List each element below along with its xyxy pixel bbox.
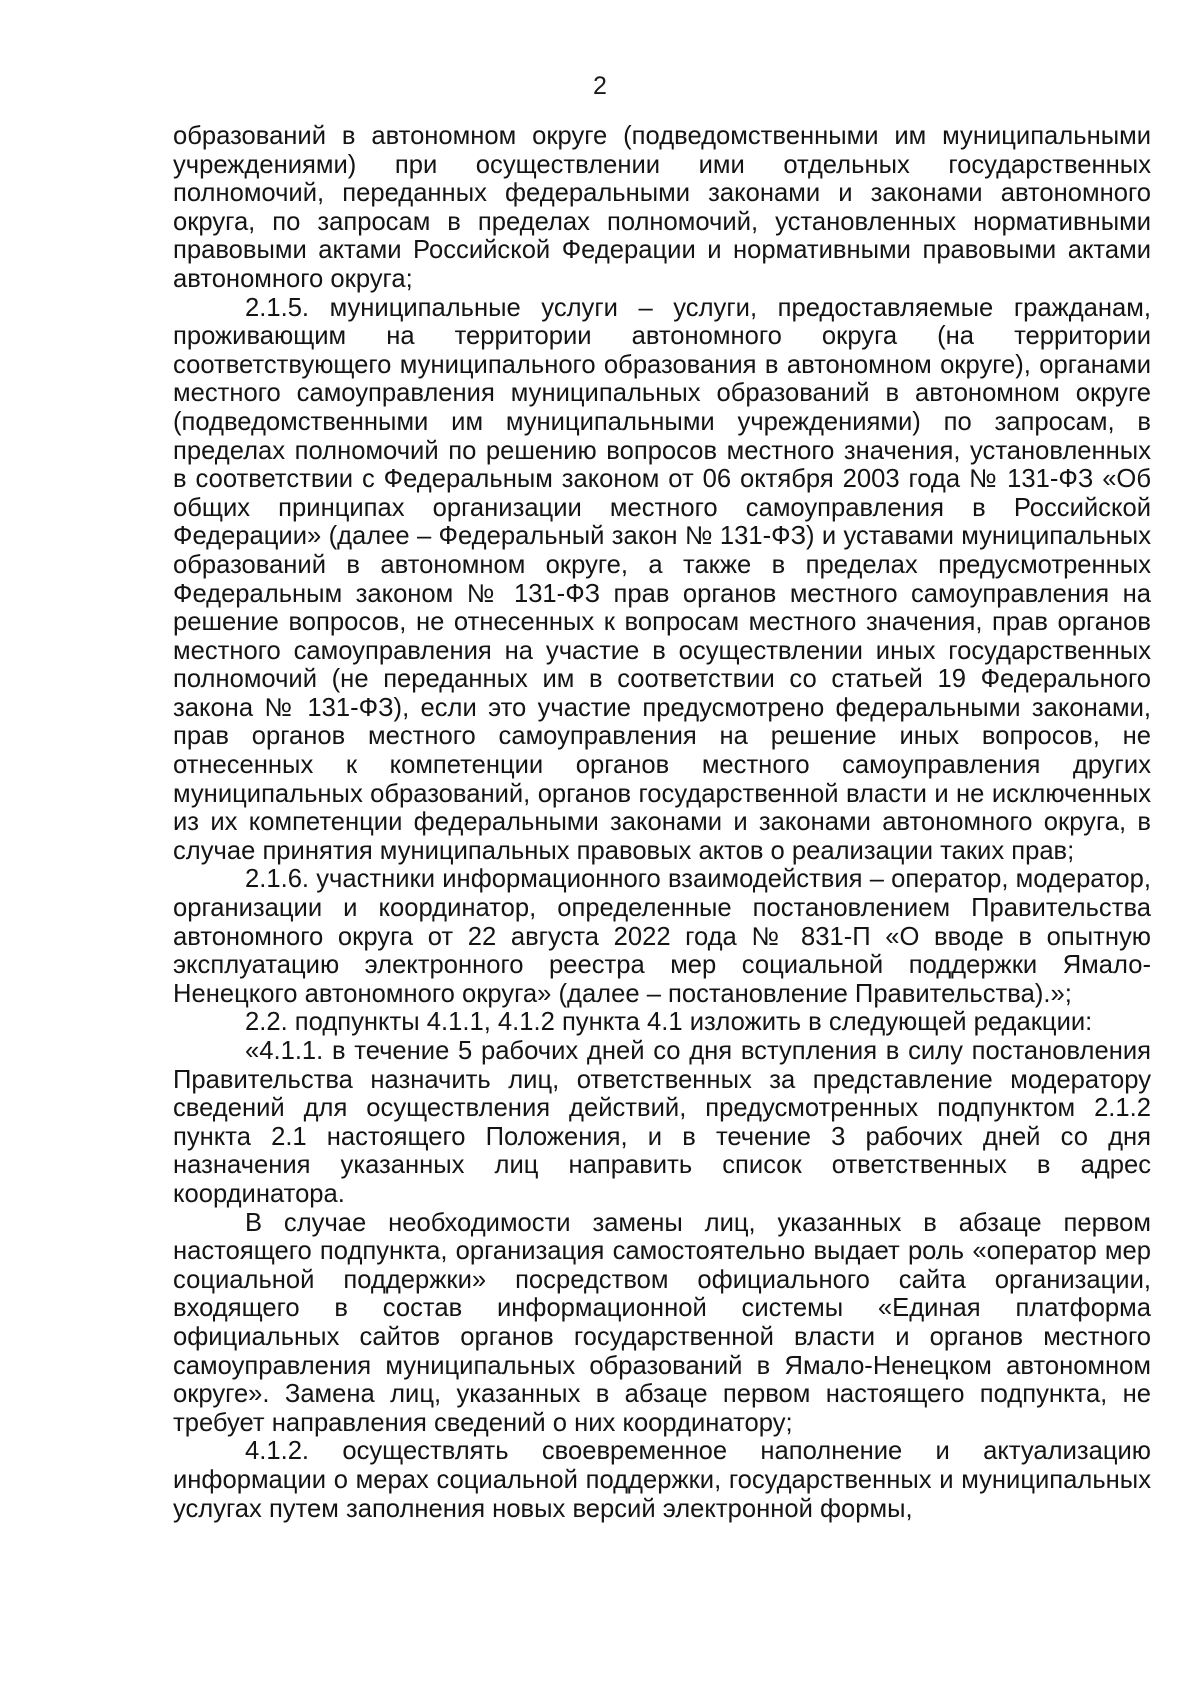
- paragraph-4-1-1: «4.1.1. в течение 5 рабочих дней со дня вступления в силу постановления Правительства назначить лиц, ответственных за представление модератору сведений для осуществления действий, предусмотренных подпунктом 2.1.2 пункта 2.1 настоящего Положения, и в течение 3 рабочих дней со дня назначения указанных лиц направить список ответственных в адрес координатора.: [173, 1037, 1151, 1208]
- page-number: 2: [593, 72, 607, 100]
- paragraph-2-2: 2.2. подпункты 4.1.1, 4.1.2 пункта 4.1 изложить в следующей редакции:: [245, 1008, 1093, 1037]
- paragraph-2-1-6: 2.1.6. участники информационного взаимодействия – оператор, модератор, организации и координатор, определенные постановлением Правительства автономного округа от 22 августа 2022 года № 831-П «О вводе в опытную эксплуатацию электронного реестра мер социальной поддержки Ямало-Ненецкого автономного округа» (далее – постановление Правительства).»;: [173, 865, 1151, 1008]
- paragraph-2-1-5: 2.1.5. муниципальные услуги – услуги, предоставляемые гражданам, проживающим на территории автономного округа (на территории соответствующего муниципального образования в автономном округе), органами местного самоуправления муниципальных образований в автономном округе (подведомственными им муниципальными учреждениями) по запросам, в пределах полномочий по решению вопросов местного значения, установленных в соответствии с Федеральным законом от 06 октября 2003 года № 131-ФЗ «Об общих принципах организации местного самоуправления в Российской Федерации» (далее – Федеральный закон № 131-ФЗ) и уставами муниципальных образований в автономном округе, а также в пределах предусмотренных Федеральным законом № 131-ФЗ прав органов местного самоуправления на решение вопросов, не отнесенных к вопросам местного значения, прав органов местного самоуправления на участие в осуществлении иных государственных полномочий (не переданных им в соответствии со статьей 19 Федерального закона № 131-ФЗ), если это участие предусмотрено федеральными законами, прав органов местного самоуправления на решение иных вопросов, не отнесенных к компетенции органов местного самоуправления других муниципальных образований, органов государственной власти и не исключенных из их компетенции федеральными законами и законами автономного округа, в случае принятия муниципальных правовых актов о реализации таких прав;: [173, 293, 1151, 865]
- document-body: [173, 122, 1151, 1523]
- paragraph-replacement: В случае необходимости замены лиц, указанных в абзаце первом настоящего подпункта, организация самостоятельно выдает роль «оператор мер социальной поддержки» посредством официального сайта организации, входящего в состав информационной системы «Единая платформа официальных сайтов органов государственной власти и органов местного самоуправления муниципальных образований в Ямало-Ненецком автономном округе». Замена лиц, указанных в абзаце первом настоящего подпункта, не требует направления сведений о них координатору;: [173, 1208, 1151, 1437]
- paragraph-continuation: образований в автономном округе (подведомственными им муниципальными учреждениями) при осуществлении ими отдельных государственных полномочий, переданных федеральными законами и законами автономного округа, по запросам в пределах полномочий, установленных нормативными правовыми актами Российской Федерации и нормативными правовыми актами автономного округа;: [173, 122, 1151, 293]
- paragraph-4-1-2: 4.1.2. осуществлять своевременное наполнение и актуализацию информации о мерах социальной поддержки, государственных и муниципальных услугах путем заполнения новых версий электронной формы,: [173, 1437, 1151, 1523]
